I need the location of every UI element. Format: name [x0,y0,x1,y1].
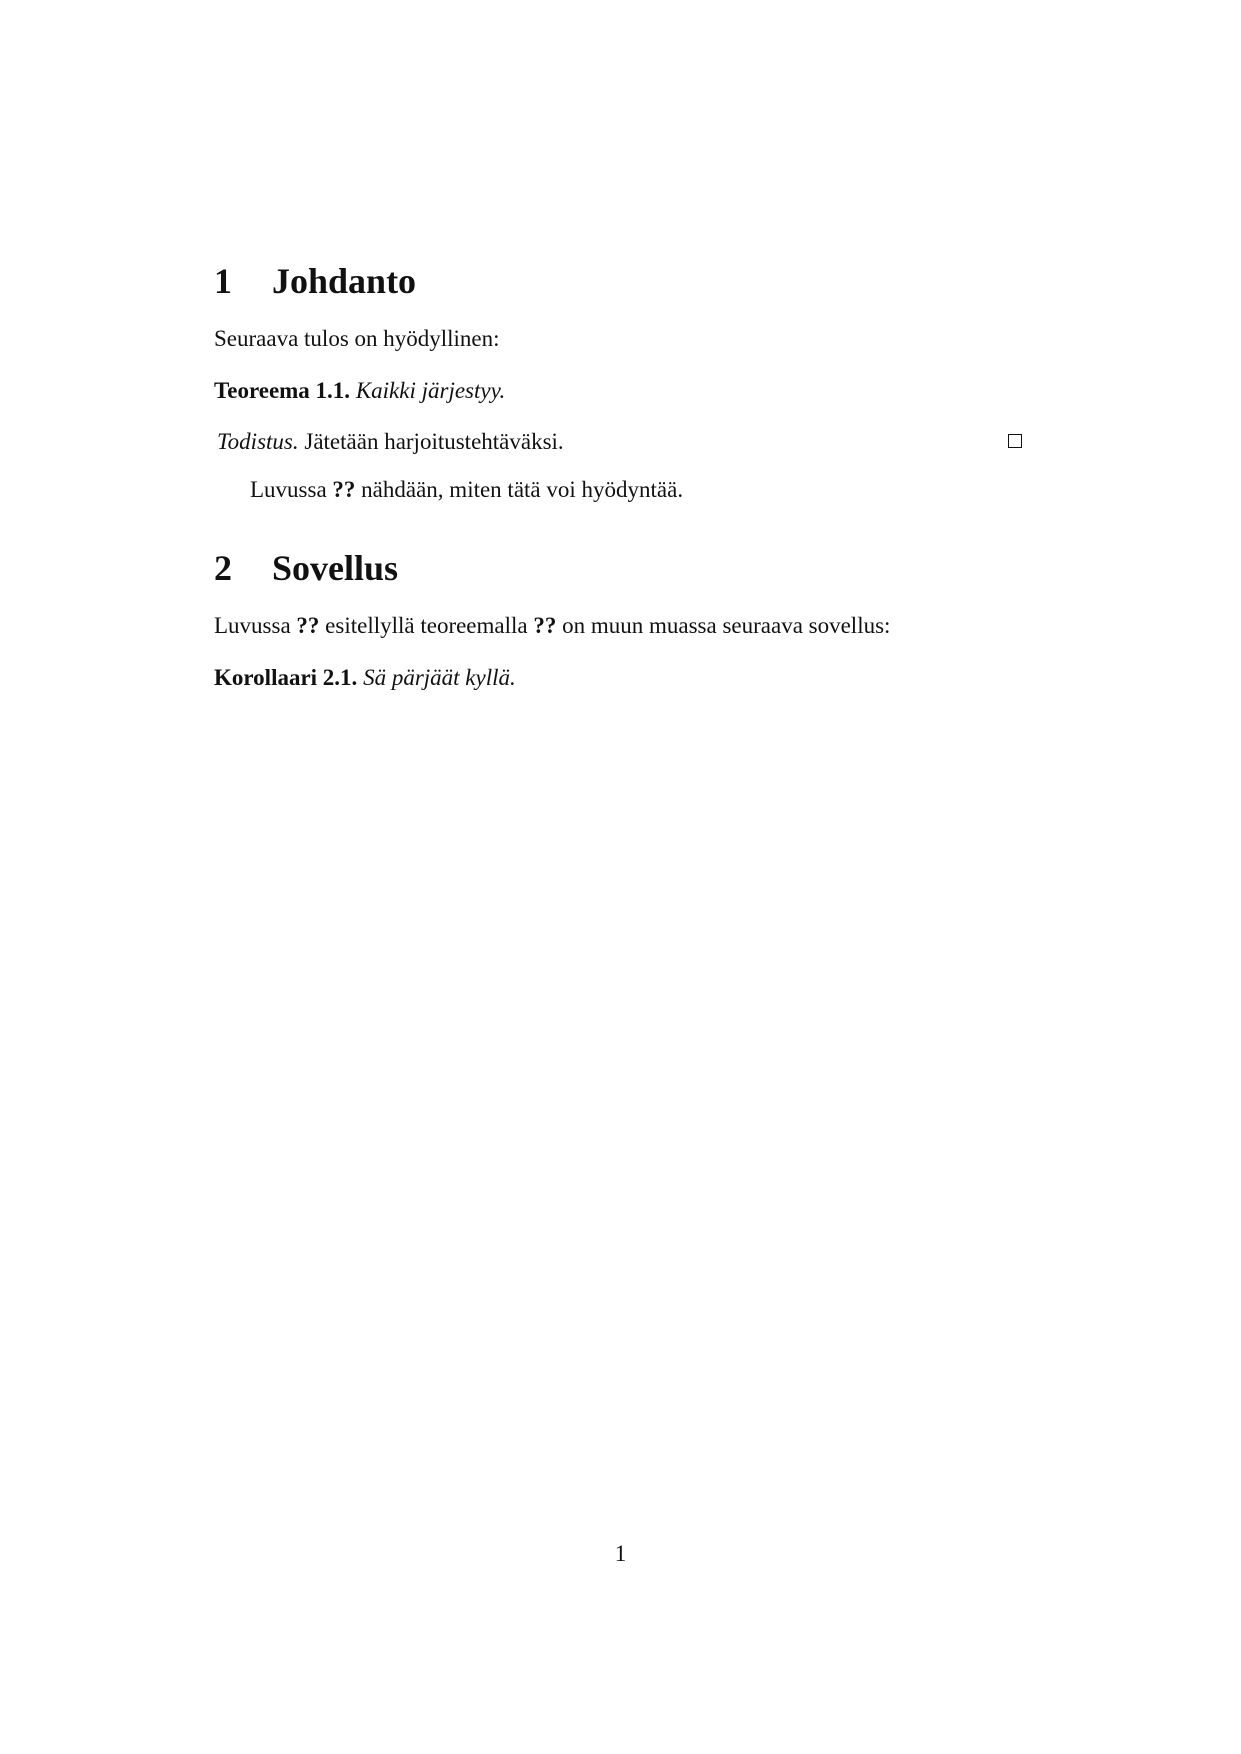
qed-symbol [1008,434,1022,448]
section-title: Sovellus [272,548,399,588]
followup-paragraph [250,476,683,504]
section-number: 2 [214,548,232,588]
application-paragraph [214,612,890,640]
followup-text-before: Luvussa [250,477,327,502]
application-text-2: esitellyllä teoreemalla [325,613,528,638]
corollary-statement: Sä pärjäät kyllä. [363,665,516,690]
section-title: Johdanto [272,261,417,301]
corollary-label: Korollaari 2.1. [214,665,358,690]
intro-paragraph: Seuraava tulos on hyödyllinen: [214,326,500,351]
application-text-3: on muun muassa seuraava sovellus: [562,613,891,638]
section-heading-1 [214,261,416,301]
theorem-statement: Kaikki järjestyy. [355,378,506,403]
theorem [214,377,505,405]
proof-label: Todistus. [217,429,299,454]
page-number: 1 [614,1541,627,1566]
proof [217,428,564,456]
unresolved-reference: ?? [296,613,320,638]
followup-text-after: nähdään, miten tätä voi hyödyntää. [361,477,684,502]
proof-text: Jätetään harjoitustehtäväksi. [304,429,564,454]
application-text-1: Luvussa [214,613,291,638]
unresolved-reference: ?? [332,477,356,502]
theorem-label: Teoreema 1.1. [214,378,351,403]
section-number: 1 [214,261,232,301]
corollary [214,664,516,692]
unresolved-reference: ?? [533,613,557,638]
section-heading-2 [214,548,398,588]
